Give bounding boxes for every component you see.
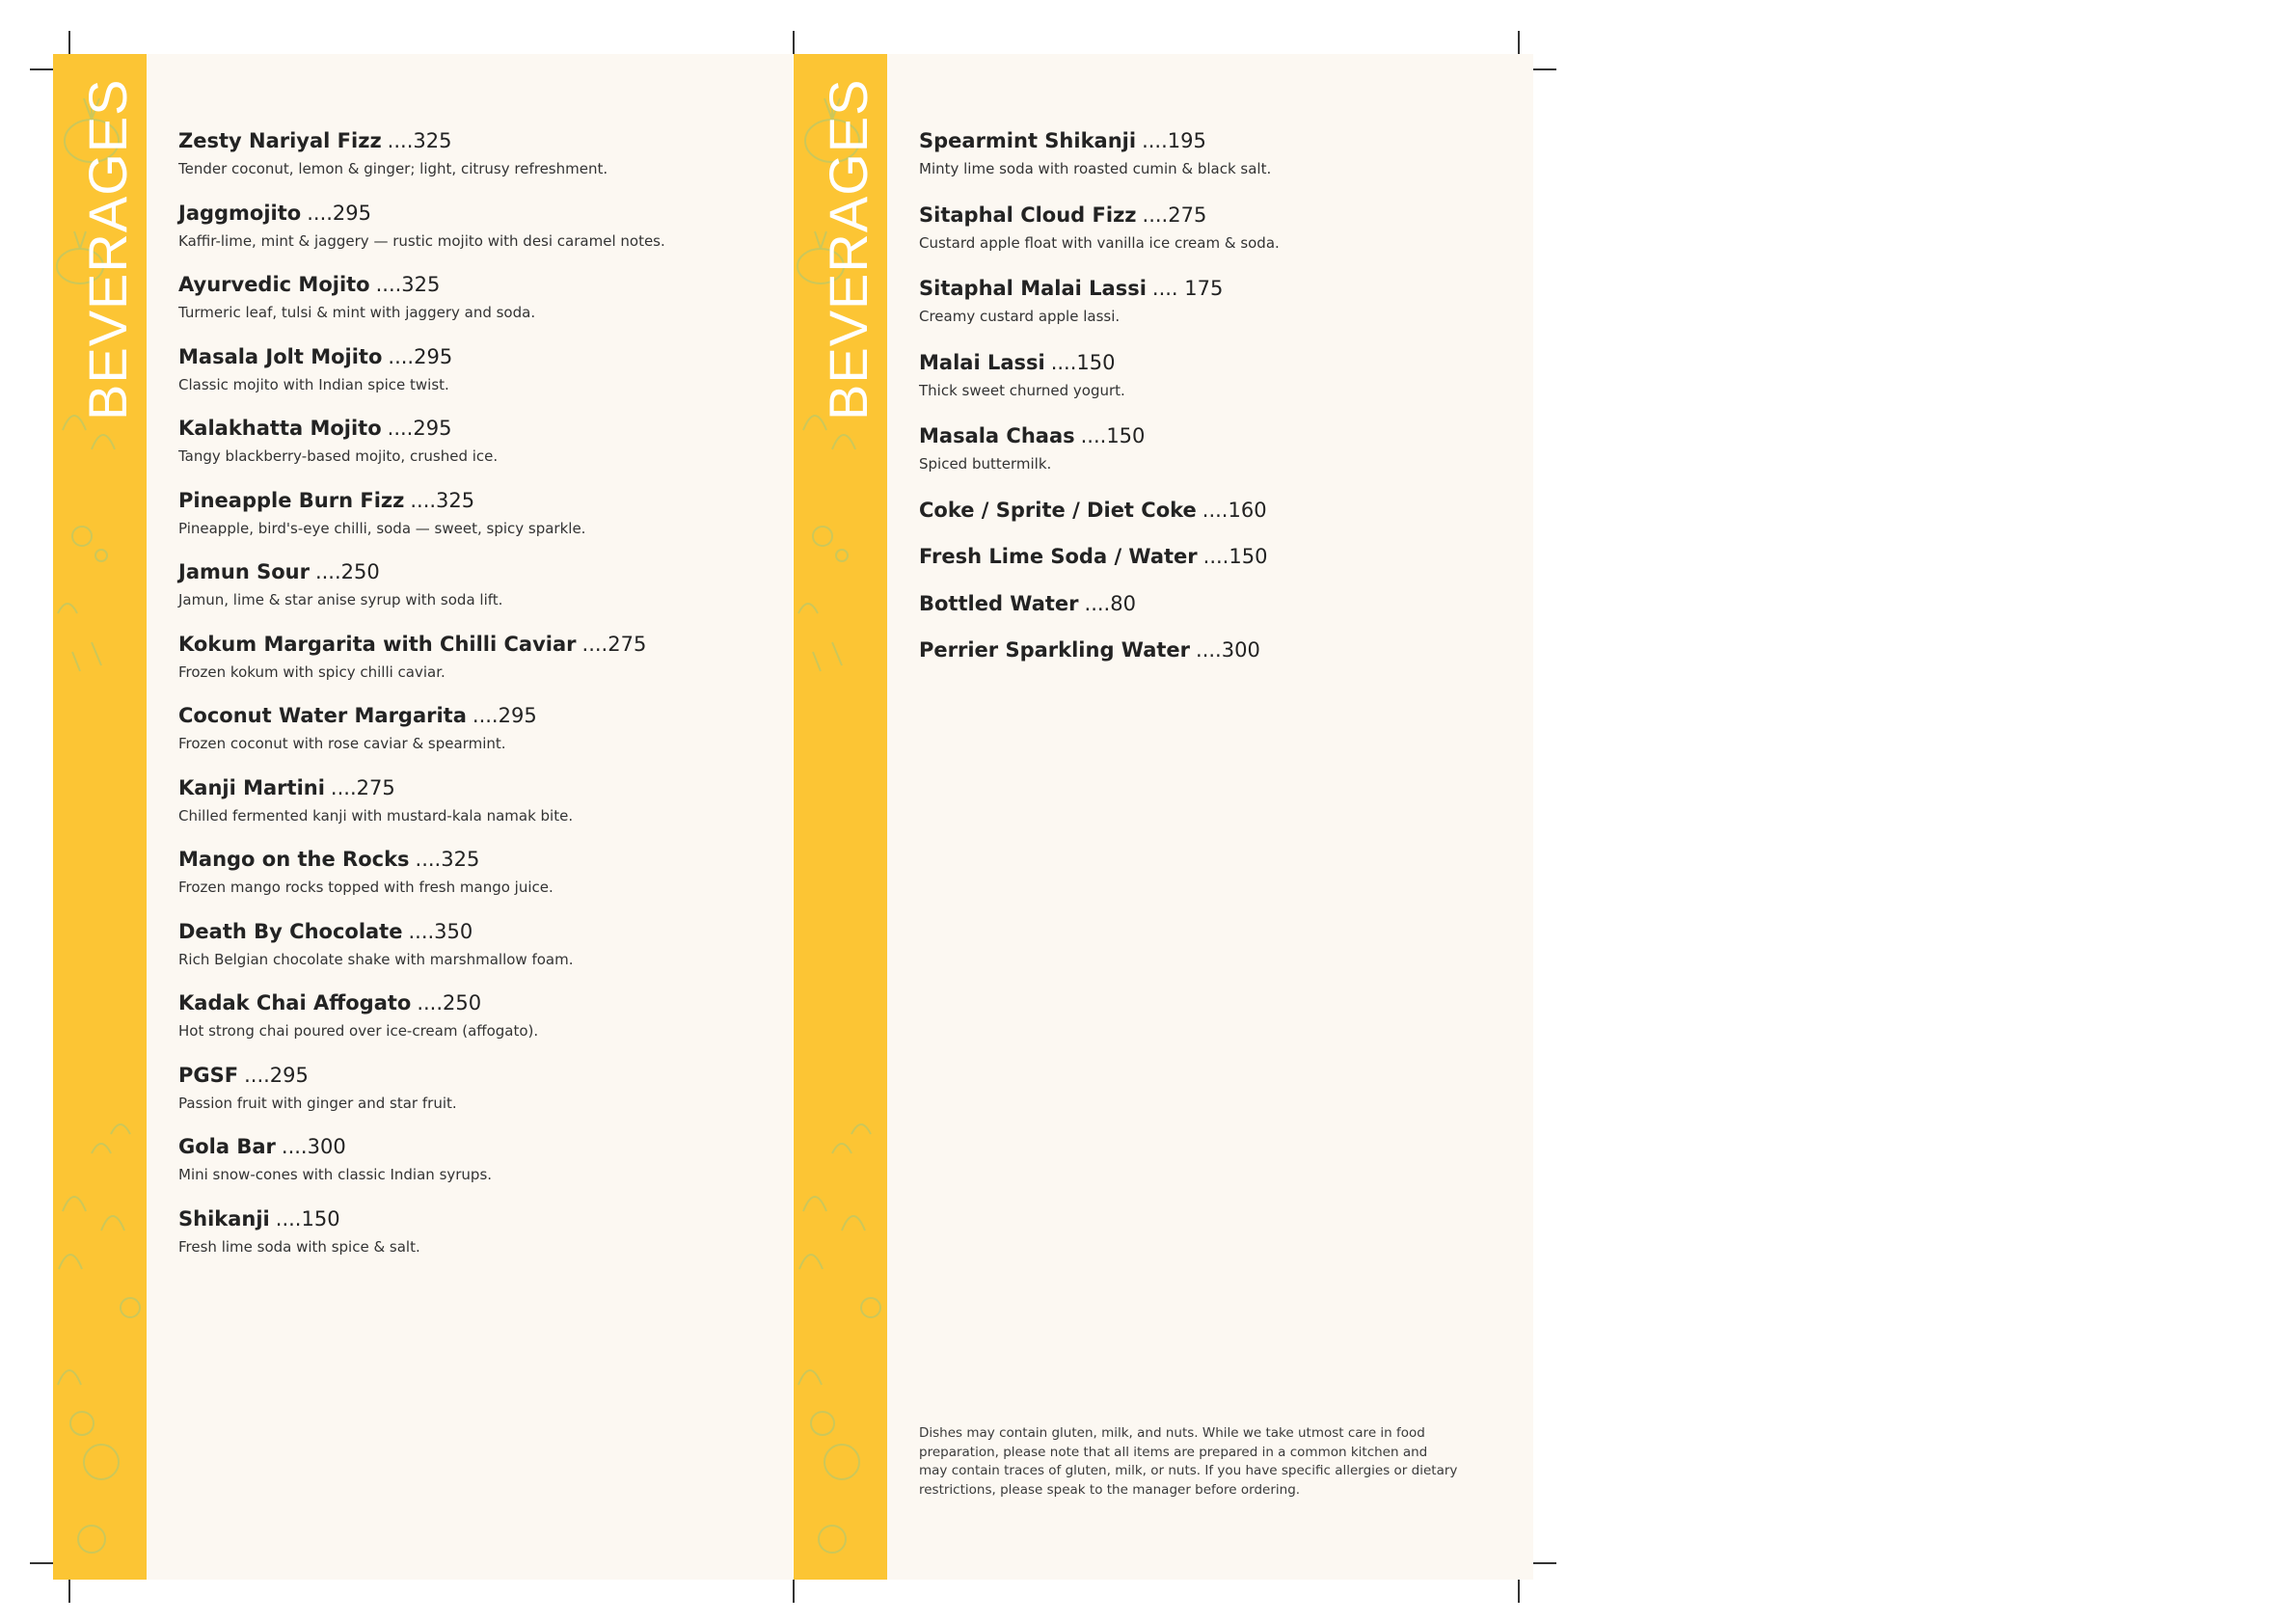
menu-item [178,1135,757,1207]
item-name: Sitaphal Malai Lassi [919,277,1147,300]
item-description: Rich Belgian chocolate shake with marshmallow foam. [178,950,574,968]
item-description: Frozen coconut with rose caviar & spearmint. [178,735,506,752]
menu-item-line [178,273,757,296]
menu-item [178,129,757,202]
crop-mark [793,1580,795,1603]
item-price: .... 175 [1151,277,1224,300]
item-price: ....195 [1142,129,1206,152]
menu-item-line [178,633,757,656]
item-price: ....80 [1084,591,1136,615]
item-name: Zesty Nariyal Fizz [178,129,382,152]
menu-item [919,638,1498,686]
item-description: Custard apple float with vanilla ice cream & soda. [919,233,1280,252]
item-price: ....295 [244,1063,309,1087]
menu-item [178,345,757,418]
menu-item [919,592,1498,639]
menu-list [919,129,1498,686]
menu-item [919,499,1498,546]
menu-item-line [178,848,757,871]
item-description: Tender coconut, lemon & ginger; light, citrusy refreshment. [178,160,608,177]
item-description: Fresh lime soda with spice & salt. [178,1237,420,1256]
crop-mark [793,31,795,54]
crop-mark [1533,68,1556,70]
menu-item-line [178,1064,757,1087]
crop-mark [68,1580,70,1603]
item-name: Coconut Water Margarita [178,704,467,727]
item-name: Coke / Sprite / Diet Coke [919,498,1197,522]
menu-item-line [178,345,757,368]
item-description: Minty lime soda with roasted cumin & black salt. [919,160,1272,177]
menu-item [178,273,757,345]
item-name: Kanji Martini [178,775,325,799]
item-price: ....275 [581,632,647,656]
item-price: ....295 [307,201,372,225]
menu-item-line [919,592,1498,615]
item-name: Gola Bar [178,1135,276,1158]
crop-mark [1518,1580,1520,1603]
menu-item-line [178,489,757,512]
menu-item [178,920,757,992]
menu-item-line [919,277,1498,300]
menu-item [178,1064,757,1136]
item-name: Jaggmojito [178,201,302,225]
menu-list [178,129,757,1279]
item-price: ....300 [1196,638,1260,662]
item-description: Chilled fermented kanji with mustard-kala namak bite. [178,806,574,825]
menu-item-line [919,545,1498,568]
item-description: Tangy blackberry-based mojito, crushed ice. [178,447,499,465]
item-description: Turmeric leaf, tulsi & mint with jaggery and soda. [178,304,536,321]
menu-item-line [178,560,757,583]
allergen-disclaimer: Dishes may contain gluten, milk, and nuts. While we take utmost care in food preparation, please note that all items are prepared in a common kitchen and may contain traces of gluten, milk, or nuts. If you have specific allergies or dietary restrictions, please speak to the manager before ordering. [919,1425,1458,1498]
item-description: Passion fruit with ginger and star fruit. [178,1094,457,1112]
menu-item [178,417,757,489]
menu-item [178,202,757,274]
menu-item-line [178,129,757,152]
item-price: ....295 [472,704,537,727]
menu-item-line [178,920,757,943]
menu-item-line [178,704,757,727]
item-description: Spiced buttermilk. [919,455,1052,473]
menu-item [178,776,757,849]
menu-panel-left [53,54,793,1580]
menu-item [178,560,757,633]
item-price: ....150 [1050,350,1116,374]
item-price: ....325 [410,488,475,512]
crop-mark [30,68,53,70]
item-description: Hot strong chai poured over ice-cream (affogato). [178,1022,539,1040]
item-description: Frozen kokum with spicy chilli caviar. [178,663,446,681]
item-description: Frozen mango rocks topped with fresh mango juice. [178,879,554,896]
menu-item-line [919,499,1498,522]
item-price: ....150 [1080,424,1146,447]
menu-item-line [919,203,1498,227]
item-name: Masala Jolt Mojito [178,344,383,368]
item-price: ....325 [375,273,441,296]
menu-item-line [919,638,1498,662]
item-name: Death By Chocolate [178,919,403,943]
item-name: Fresh Lime Soda / Water [919,545,1198,568]
menu-item [178,991,757,1064]
menu-item-line [178,417,757,440]
item-price: ....325 [387,129,452,152]
menu-item [919,203,1498,278]
item-description: Kaffir-lime, mint & jaggery — rustic mojito with desi caramel notes. [178,231,665,250]
item-price: ....295 [388,344,453,368]
menu-item-line [178,776,757,799]
item-price: ....160 [1202,498,1267,522]
item-name: PGSF [178,1063,239,1087]
menu-panel-right [794,54,1533,1580]
menu-item [919,424,1498,499]
item-price: ....275 [330,775,395,799]
menu-item [919,129,1498,203]
crop-mark [1533,1562,1556,1564]
menu-item [178,848,757,920]
item-price: ....275 [1142,203,1207,227]
menu-item [919,277,1498,351]
item-price: ....325 [415,848,480,871]
menu-item [178,633,757,705]
crop-mark [30,1562,53,1564]
menu-item [178,489,757,561]
menu-item-line [178,1207,757,1231]
item-description: Creamy custard apple lassi. [919,308,1121,325]
item-price: ....150 [275,1206,340,1231]
item-description: Thick sweet churned yogurt. [919,381,1125,399]
item-description: Mini snow-cones with classic Indian syrups. [178,1166,493,1183]
menu-item-line [178,202,757,225]
item-price: ....300 [281,1135,346,1158]
menu-item-line [178,991,757,1014]
crop-mark [68,31,70,54]
item-name: Sitaphal Cloud Fizz [919,203,1137,227]
menu-item [178,704,757,776]
item-description: Jamun, lime & star anise syrup with soda lift. [178,591,503,609]
menu-item-line [919,424,1498,447]
item-name: Perrier Sparkling Water [919,638,1191,662]
section-title-vertical: BEVERAGES [818,78,878,420]
item-name: Masala Chaas [919,424,1075,447]
menu-item-line [919,129,1498,152]
side-strip [794,54,887,1580]
item-price: ....250 [417,991,482,1014]
item-name: Kokum Margarita with Chilli Caviar [178,632,577,656]
item-name: Bottled Water [919,591,1079,615]
item-name: Pineapple Burn Fizz [178,488,405,512]
item-description: Classic mojito with Indian spice twist. [178,375,449,393]
item-price: ....150 [1202,545,1268,568]
item-name: Jamun Sour [178,560,310,583]
crop-mark [1518,31,1520,54]
item-price: ....250 [314,560,380,583]
item-name: Malai Lassi [919,350,1045,374]
menu-item [178,1207,757,1280]
item-price: ....295 [387,417,452,440]
menu-item [919,545,1498,592]
item-name: Kalakhatta Mojito [178,417,382,440]
item-name: Shikanji [178,1206,270,1231]
menu-item [919,351,1498,425]
item-price: ....350 [408,919,473,943]
side-strip [53,54,147,1580]
section-title-vertical: BEVERAGES [77,78,138,420]
item-name: Mango on the Rocks [178,848,410,871]
item-name: Spearmint Shikanji [919,129,1137,152]
item-name: Ayurvedic Mojito [178,273,370,296]
menu-item-line [178,1135,757,1158]
item-name: Kadak Chai Affogato [178,991,412,1014]
menu-item-line [919,351,1498,374]
item-description: Pineapple, bird's-eye chilli, soda — sweet, spicy sparkle. [178,519,586,537]
